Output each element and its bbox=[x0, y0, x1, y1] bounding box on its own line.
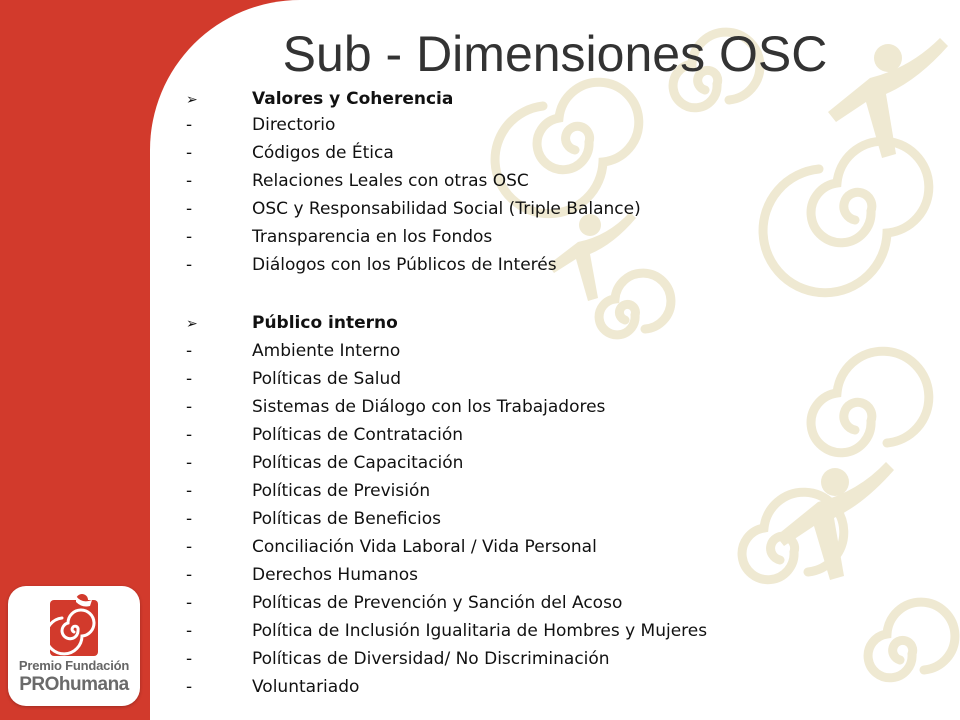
section-heading-text: Valores y Coherencia bbox=[252, 89, 454, 109]
list-item bbox=[0, 139, 960, 167]
list-item-text: Voluntariado bbox=[252, 677, 360, 697]
arrow-right-icon: ➢ bbox=[186, 316, 198, 332]
dash-marker: - bbox=[186, 227, 193, 247]
dash-marker: - bbox=[186, 649, 193, 669]
logo-line-premio: Premio Fundación bbox=[18, 658, 130, 673]
list-item bbox=[0, 477, 960, 505]
list-item bbox=[0, 533, 960, 561]
list-item-text: Políticas de Contratación bbox=[252, 425, 464, 445]
list-item bbox=[0, 645, 960, 673]
dash-marker: - bbox=[186, 143, 193, 163]
dash-marker: - bbox=[186, 565, 193, 585]
list-item-text: Transparencia en los Fondos bbox=[252, 227, 493, 247]
list-item bbox=[0, 589, 960, 617]
list-item bbox=[0, 365, 960, 393]
spiral-figure-icon bbox=[46, 592, 102, 658]
dash-marker: - bbox=[186, 537, 193, 557]
list-item-text: Política de Inclusión Igualitaria de Hombres y Mujeres bbox=[252, 621, 708, 641]
list-item-text: Políticas de Beneficios bbox=[252, 509, 441, 529]
list-item bbox=[0, 251, 960, 279]
list-item-text: Políticas de Salud bbox=[252, 369, 402, 389]
list-item bbox=[0, 617, 960, 645]
list-item-text: Relaciones Leales con otras OSC bbox=[252, 171, 529, 191]
list-item bbox=[0, 673, 960, 701]
dash-marker: - bbox=[186, 115, 193, 135]
dash-marker: - bbox=[186, 621, 193, 641]
list-item-text: Derechos Humanos bbox=[252, 565, 418, 585]
dash-marker: - bbox=[186, 425, 193, 445]
list-item-text: Diálogos con los Públicos de Interés bbox=[252, 255, 557, 275]
dash-marker: - bbox=[186, 397, 193, 417]
list-item bbox=[0, 393, 960, 421]
dash-marker: - bbox=[186, 255, 193, 275]
list-item bbox=[0, 223, 960, 251]
arrow-right-icon bbox=[186, 85, 226, 114]
slide-title: Sub - Dimensiones OSC bbox=[282, 26, 828, 82]
list-item bbox=[0, 195, 960, 223]
list-item-text: OSC y Responsabilidad Social (Triple Balance) bbox=[252, 199, 641, 219]
dash-marker: - bbox=[186, 677, 193, 697]
list-item-text: Políticas de Prevención y Sanción del Acoso bbox=[252, 593, 623, 613]
logo-line-prohumana: PROhumana bbox=[19, 674, 129, 695]
dash-marker: - bbox=[186, 509, 193, 529]
list-item bbox=[0, 561, 960, 589]
list-item bbox=[0, 449, 960, 477]
list-item-text: Directorio bbox=[252, 115, 336, 135]
list-item-text: Políticas de Diversidad/ No Discriminación bbox=[252, 649, 610, 669]
list-item bbox=[0, 421, 960, 449]
dash-marker: - bbox=[186, 199, 193, 219]
prohumana-logo bbox=[8, 586, 140, 706]
dash-marker: - bbox=[186, 481, 193, 501]
list-item-text: Políticas de Previsión bbox=[252, 481, 431, 501]
dash-marker: - bbox=[186, 453, 193, 473]
dash-marker: - bbox=[186, 341, 193, 361]
dash-marker: - bbox=[186, 171, 193, 191]
list-item bbox=[0, 167, 960, 195]
list-item-text: Conciliación Vida Laboral / Vida Personal bbox=[252, 537, 597, 557]
dash-marker: - bbox=[186, 369, 193, 389]
list-item-text: Políticas de Capacitación bbox=[252, 453, 464, 473]
list-item-text: Códigos de Ética bbox=[252, 143, 394, 163]
dash-marker: - bbox=[186, 593, 193, 613]
arrow-right-icon: ➢ bbox=[186, 92, 198, 108]
arrow-right-icon bbox=[186, 309, 226, 338]
section-heading bbox=[0, 309, 960, 337]
list-item bbox=[0, 337, 960, 365]
section-heading-text: Público interno bbox=[252, 313, 398, 333]
list-item bbox=[0, 505, 960, 533]
section-heading bbox=[0, 85, 960, 113]
list-item-text: Ambiente Interno bbox=[252, 341, 401, 361]
list-item-text: Sistemas de Diálogo con los Trabajadores bbox=[252, 397, 606, 417]
list-item bbox=[0, 111, 960, 139]
